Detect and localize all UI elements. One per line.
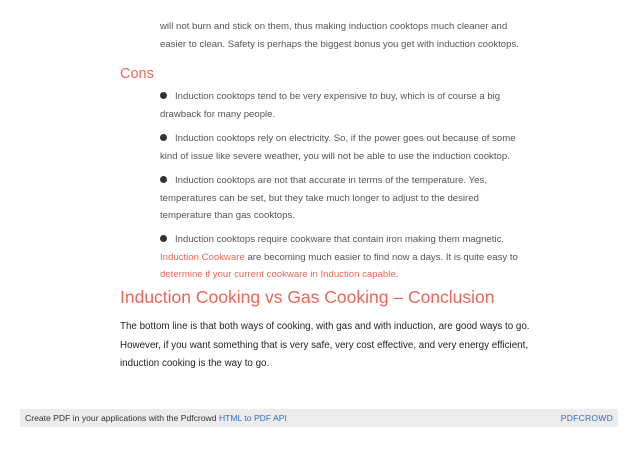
bullet-dot-icon [160,92,167,99]
conclusion-line: However, if you want something that is very safe, very cost effective, and very energy efficient, [120,339,529,351]
intro-line: easier to clean. Safety is perhaps the biggest bonus you get with induction cooktops. [160,39,519,50]
footer-text: Create PDF in your applications with the Pdfcrowd HTML to PDF API [25,413,287,423]
cons-bullet-item: Induction cooktops are not that accurate in terms of the temperature. Yes, temperatures can be set, but they take much longer to adjust to the desired temperature than gas cooktops. [160,175,487,221]
conclusion-heading: Induction Cooking vs Gas Cooking – Conclusion [120,287,495,307]
intro-line: will not burn and stick on them, thus making induction cooktops much cleaner and [160,21,508,32]
conclusion-paragraph [120,318,530,374]
pdf-footer-bar [20,409,618,427]
conclusion-line: induction cooking is the way to go. [120,358,270,369]
pdfcrowd-brand-link[interactable]: PDFCROWD [560,413,613,423]
cons-bullet-item: Induction cooktops rely on electricity. So, if the power goes out because of some kind of issue like severe weather, you will not be able to use the induction cooktop. [160,133,516,162]
intro-paragraph [160,18,540,54]
cons-heading: Cons [120,66,154,82]
conclusion-line: The bottom line is that both ways of cooking, with gas and with induction, are good ways to go. [120,321,530,332]
induction-cookware-link[interactable]: Induction Cookware [160,251,245,263]
bullet-dot-icon [160,134,167,141]
cons-bullet-item: Induction cooktops tend to be very expensive to buy, which is of course a big drawback for many people. [160,91,501,120]
bullet-dot-icon [160,235,167,242]
html-to-pdf-api-link[interactable]: HTML to PDF API [218,413,287,423]
bullet-dot-icon [160,176,167,183]
cookware-capable-link[interactable]: determine if your current cookware in Induction capable [160,269,396,280]
cons-bullet-item: Induction cooktops require cookware that contain iron making them magnetic. Induction Cookware are becoming much easier to find now a days. It is quite easy to determine if your current cookware in Induction capable. [160,234,518,280]
